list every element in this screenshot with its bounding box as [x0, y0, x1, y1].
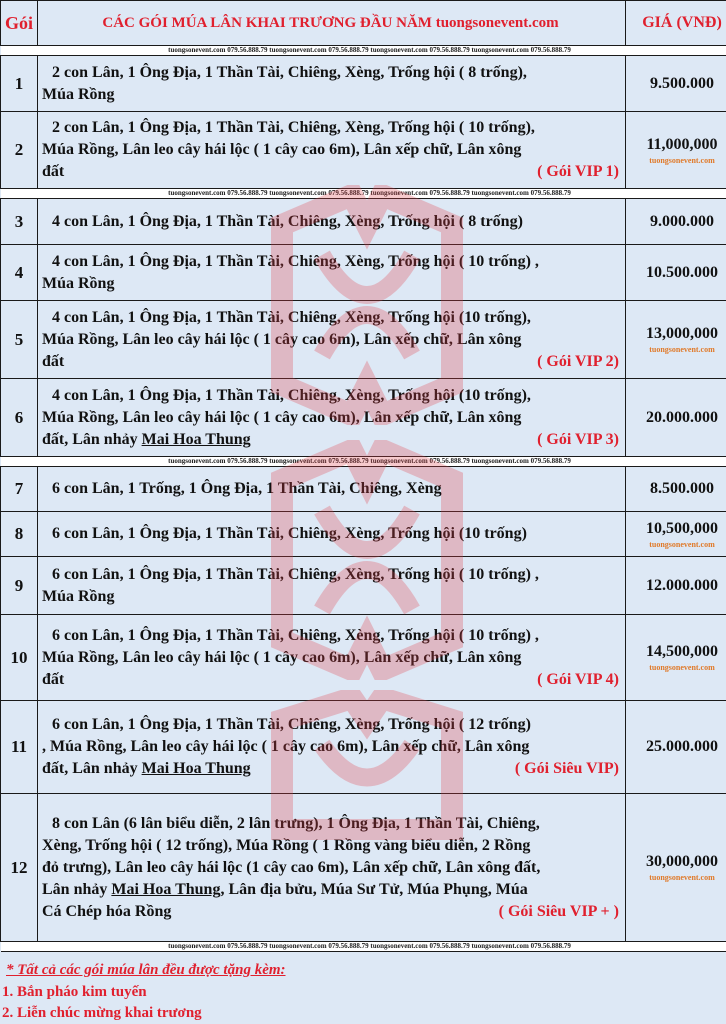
package-price: 11,000,000 [646, 135, 718, 153]
table-row [1, 557, 726, 615]
package-no: 2 [1, 112, 38, 189]
note-item-1: 1. Bắn pháo kim tuyến [2, 984, 147, 1000]
description-line: 2 con Lân, 1 Ông Địa, 1 Thần Tài, Chiêng, Xèng, Trống hội ( 8 trống), [52, 63, 527, 81]
package-price: 10.500.000 [626, 245, 726, 301]
table-row [1, 56, 726, 112]
package-price: 10,500,000 [646, 519, 718, 537]
description-line: , Múa Rồng, Lân leo cây hái lộc ( 1 cây cao 6m), Lân xếp chữ, Lân xông [42, 738, 530, 755]
package-description [38, 794, 626, 942]
separator-row [1, 189, 726, 199]
description-line: Múa Rồng [42, 274, 115, 292]
price-watermark: tuongsonevent.com [649, 663, 715, 672]
vip-tag: ( Gói VIP 1) [537, 163, 619, 180]
separator-row [1, 942, 726, 952]
description-tail: đất [42, 163, 65, 180]
package-price: 9.000.000 [626, 199, 726, 245]
package-no: 4 [1, 245, 38, 301]
header-title: CÁC GÓI MÚA LÂN KHAI TRƯƠNG ĐẦU NĂM tuongsonevent.com [38, 1, 626, 46]
description-line: Múa Rồng, Lân leo cây hái lộc ( 1 cây cao 6m), Lân xếp chữ, Lân xông [42, 408, 522, 426]
description-line: 6 con Lân, 1 Ông Địa, 1 Thần Tài, Chiêng, Xèng, Trống hội ( 10 trống) , [52, 565, 539, 583]
package-no: 11 [1, 701, 38, 794]
package-description [38, 112, 626, 189]
description-line: 6 con Lân, 1 Ông Địa, 1 Thần Tài, Chiêng, Xèng, Trống hội ( 10 trống) , [52, 626, 539, 644]
description-line: 6 con Lân, 1 Ông Địa, 1 Thần Tài, Chiêng, Xèng, Trống hội ( 12 trống) [52, 716, 531, 733]
description-line: Múa Rồng, Lân leo cây hái lộc ( 1 cây cao 6m), Lân xếp chữ, Lân xông [42, 330, 522, 348]
price-watermark: tuongsonevent.com [649, 345, 715, 354]
package-description [38, 56, 626, 112]
separator-text: tuongsonevent.com 079.56.888.79 tuongsonevent.com 079.56.888.79 tuongsonevent.com 079.56.888.79 tuongsonevent.com 079.56.888.79 [1, 942, 726, 952]
header-package-no: Gói [1, 1, 38, 46]
mai-hoa-thung-text: Mai Hoa Thung [141, 430, 251, 448]
description-line-last [42, 669, 619, 691]
description-line: 4 con Lân, 1 Ông Địa, 1 Thần Tài, Chiêng, Xèng, Trống hội (10 trống), [52, 386, 531, 404]
package-description [38, 199, 626, 245]
price-watermark: tuongsonevent.com [649, 539, 715, 549]
package-price-cell [626, 301, 726, 379]
description-line-last [42, 901, 619, 923]
package-price: 9.500.000 [626, 56, 726, 112]
package-no: 3 [1, 199, 38, 245]
description-line-last [42, 161, 619, 183]
package-description [38, 245, 626, 301]
package-no: 5 [1, 301, 38, 379]
vip-tag: ( Gói Siêu VIP) [514, 760, 619, 777]
package-price: 25.000.000 [626, 701, 726, 794]
description-line: 4 con Lân, 1 Ông Địa, 1 Thần Tài, Chiêng, Xèng, Trống hội ( 8 trống) [52, 212, 523, 230]
package-price-cell [626, 794, 726, 942]
notes-title: * Tất cả các gói múa lân đều được tặng kèm: [6, 962, 286, 978]
description-line: 6 con Lân, 1 Ông Địa, 1 Thần Tài, Chiêng, Xèng, Trống hội (10 trống) [52, 525, 527, 542]
description-line: Múa Rồng, Lân leo cây hái lộc ( 1 cây cao 6m), Lân xếp chữ, Lân xông [42, 648, 522, 666]
description-line-last [42, 758, 619, 780]
package-no: 6 [1, 379, 38, 457]
package-no: 1 [1, 56, 38, 112]
package-description [38, 701, 626, 794]
package-description [38, 379, 626, 457]
description-line: đỏ trưng), Lân leo cây hái lộc (1 cây cao 6m), Lân xếp chữ, Lân xông đất, [42, 858, 541, 876]
description-line: 2 con Lân, 1 Ông Địa, 1 Thần Tài, Chiêng, Xèng, Trống hội ( 10 trống), [52, 119, 535, 136]
table-row [1, 794, 726, 942]
package-description [38, 467, 626, 512]
package-price: 13,000,000 [646, 325, 718, 342]
separator-row [1, 46, 726, 56]
package-description [38, 557, 626, 615]
description-tail: đất [42, 352, 65, 370]
description-line: 4 con Lân, 1 Ông Địa, 1 Thần Tài, Chiêng, Xèng, Trống hội ( 10 trống) , [52, 252, 539, 270]
package-no: 8 [1, 512, 38, 557]
vip-tag: ( Gói VIP 4) [537, 670, 619, 688]
mai-hoa-thung-text: Mai Hoa Thung [141, 760, 251, 777]
table-row [1, 467, 726, 512]
description-suffix: , Lân địa bửu, Múa Sư Tử, Múa Phụng, Múa [220, 880, 528, 898]
separator-text: tuongsonevent.com 079.56.888.79 tuongsonevent.com 079.56.888.79 tuongsonevent.com 079.56.888.79 tuongsonevent.com 079.56.888.79 [1, 189, 726, 199]
description-line: Múa Rồng, Lân leo cây hái lộc ( 1 cây cao 6m), Lân xếp chữ, Lân xông [42, 141, 522, 158]
description-line-last [42, 351, 619, 373]
table-row [1, 512, 726, 557]
description-tail: Cá Chép hóa Rồng [42, 902, 172, 920]
description-line: Múa Rồng [42, 587, 115, 605]
notes-section [0, 960, 726, 1024]
description-tail: đất, Lân nhảy [42, 430, 142, 448]
package-no: 12 [1, 794, 38, 942]
table-header-row [1, 1, 726, 46]
description-line: Múa Rồng [42, 85, 115, 103]
separator-text: tuongsonevent.com 079.56.888.79 tuongsonevent.com 079.56.888.79 tuongsonevent.com 079.56.888.79 tuongsonevent.com 079.56.888.79 [1, 457, 726, 467]
separator-row [1, 457, 726, 467]
table-row [1, 301, 726, 379]
vip-tag: ( Gói Siêu VIP + ) [498, 902, 619, 920]
table-row [1, 379, 726, 457]
package-description [38, 615, 626, 701]
table-row [1, 199, 726, 245]
package-price: 12.000.000 [626, 557, 726, 615]
package-price: 14,500,000 [646, 643, 718, 660]
package-no: 7 [1, 467, 38, 512]
separator-text: tuongsonevent.com 079.56.888.79 tuongsonevent.com 079.56.888.79 tuongsonevent.com 079.56.888.79 tuongsonevent.com 079.56.888.79 [1, 46, 726, 56]
package-price-cell [626, 615, 726, 701]
header-price: GIÁ (VNĐ) [626, 1, 726, 46]
package-price: 20.000.000 [626, 379, 726, 457]
note-item-2: 2. Liễn chúc mừng khai trương [2, 1005, 202, 1021]
package-price-cell [626, 512, 726, 557]
description-tail: đất [42, 670, 65, 688]
price-watermark: tuongsonevent.com [649, 155, 715, 165]
mai-hoa-thung-text: Mai Hoa Thung [111, 880, 221, 898]
description-tail: đất, Lân nhảy [42, 760, 142, 777]
description-line: 6 con Lân, 1 Trống, 1 Ông Địa, 1 Thần Tài, Chiêng, Xèng [52, 480, 442, 497]
price-watermark: tuongsonevent.com [649, 873, 715, 882]
table-row [1, 615, 726, 701]
description-line: Xèng, Trống hội ( 12 trống), Múa Rồng ( 1 Rồng vàng biểu diễn, 2 Rồng [42, 836, 531, 854]
description-line: 4 con Lân, 1 Ông Địa, 1 Thần Tài, Chiêng, Xèng, Trống hội (10 trống), [52, 308, 531, 326]
table-row [1, 701, 726, 794]
description-line [42, 879, 619, 901]
package-price: 8.500.000 [626, 467, 726, 512]
table-row [1, 112, 726, 189]
package-price-cell [626, 112, 726, 189]
vip-tag: ( Gói VIP 2) [537, 352, 619, 370]
vip-tag: ( Gói VIP 3) [537, 430, 619, 448]
table-row [1, 245, 726, 301]
package-no: 10 [1, 615, 38, 701]
package-no: 9 [1, 557, 38, 615]
description-line: 8 con Lân (6 lân biểu diễn, 2 lân trưng), 1 Ông Địa, 1 Thần Tài, Chiêng, [52, 814, 540, 832]
package-description [38, 301, 626, 379]
package-description [38, 512, 626, 557]
description-prefix: Lân nhảy [42, 880, 112, 898]
description-line-last [42, 429, 619, 451]
package-price: 30,000,000 [646, 853, 718, 870]
